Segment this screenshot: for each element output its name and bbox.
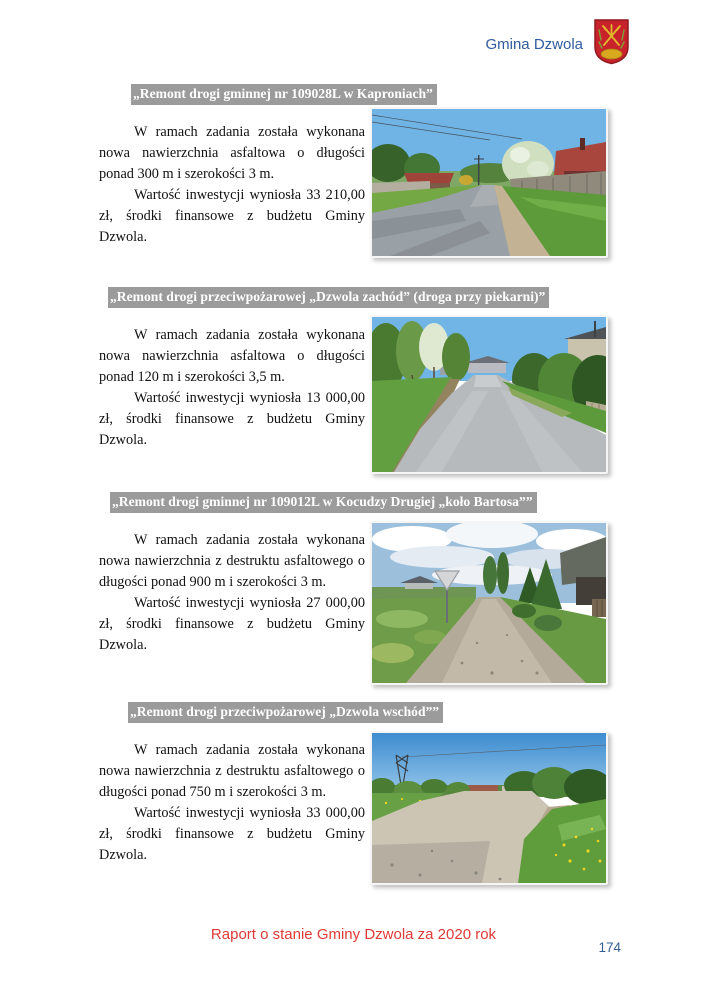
- page-number: 174: [598, 940, 621, 955]
- section-text: [99, 530, 365, 656]
- paragraph: W ramach zadania została wykonana nowa nawierzchnia z destruktu asfaltowego o długości ponad 750 m i szerokości 3 m.: [99, 742, 365, 800]
- paragraph: Wartość inwestycji wyniosła 27 000,00 zł, środki finansowe z budżetu Gminy Dzwola.: [99, 595, 365, 653]
- section-title: [108, 287, 549, 308]
- report-footer-title: Raport o stanie Gminy Dzwola za 2020 rok: [210, 926, 497, 943]
- section-title-text: „Remont drogi przeciwpożarowej „Dzwola wschód””: [128, 702, 443, 723]
- road-photo-2: [370, 315, 608, 474]
- paragraph: Wartość inwestycji wyniosła 33 210,00 zł, środki finansowe z budżetu Gminy Dzwola.: [99, 187, 365, 245]
- section-kapronie: [99, 84, 610, 284]
- municipality-name: Gmina Dzwola: [485, 36, 583, 53]
- road-photo-3: [370, 521, 608, 685]
- section-kocudza-druga: [99, 492, 610, 692]
- section-text: [99, 740, 365, 866]
- page-header: [485, 18, 630, 65]
- road-photo-4: [370, 731, 608, 885]
- section-dzwola-wschod: [99, 702, 610, 902]
- paragraph: W ramach zadania została wykonana nowa nawierzchnia z destruktu asfaltowego o długości ponad 900 m i szerokości 3 m.: [99, 532, 365, 590]
- paragraph: W ramach zadania została wykonana nowa nawierzchnia asfaltowa o długości ponad 120 m i szerokości 3,5 m.: [99, 327, 365, 385]
- paragraph: Wartość inwestycji wyniosła 33 000,00 zł, środki finansowe z budżetu Gminy Dzwola.: [99, 805, 365, 863]
- paragraph: W ramach zadania została wykonana nowa nawierzchnia asfaltowa o długości ponad 300 m i szerokości 3 m.: [99, 124, 365, 182]
- road-photo-1: [370, 107, 608, 258]
- section-title-text: „Remont drogi gminnej nr 109012L w Kocudzy Drugiej „koło Bartosa””: [110, 492, 537, 513]
- section-title: [131, 84, 437, 105]
- paragraph: Wartość inwestycji wyniosła 13 000,00 zł, środki finansowe z budżetu Gminy Dzwola.: [99, 390, 365, 448]
- section-text: [99, 325, 365, 451]
- section-title: [110, 492, 537, 513]
- section-title: [128, 702, 443, 723]
- section-title-text: „Remont drogi przeciwpożarowej „Dzwola zachód” (droga przy piekarni)”: [108, 287, 549, 308]
- coat-of-arms-icon: [593, 18, 630, 65]
- section-text: [99, 122, 365, 248]
- section-title-text: „Remont drogi gminnej nr 109028L w Kaproniach”: [131, 84, 437, 105]
- section-dzwola-zachod: [99, 287, 610, 487]
